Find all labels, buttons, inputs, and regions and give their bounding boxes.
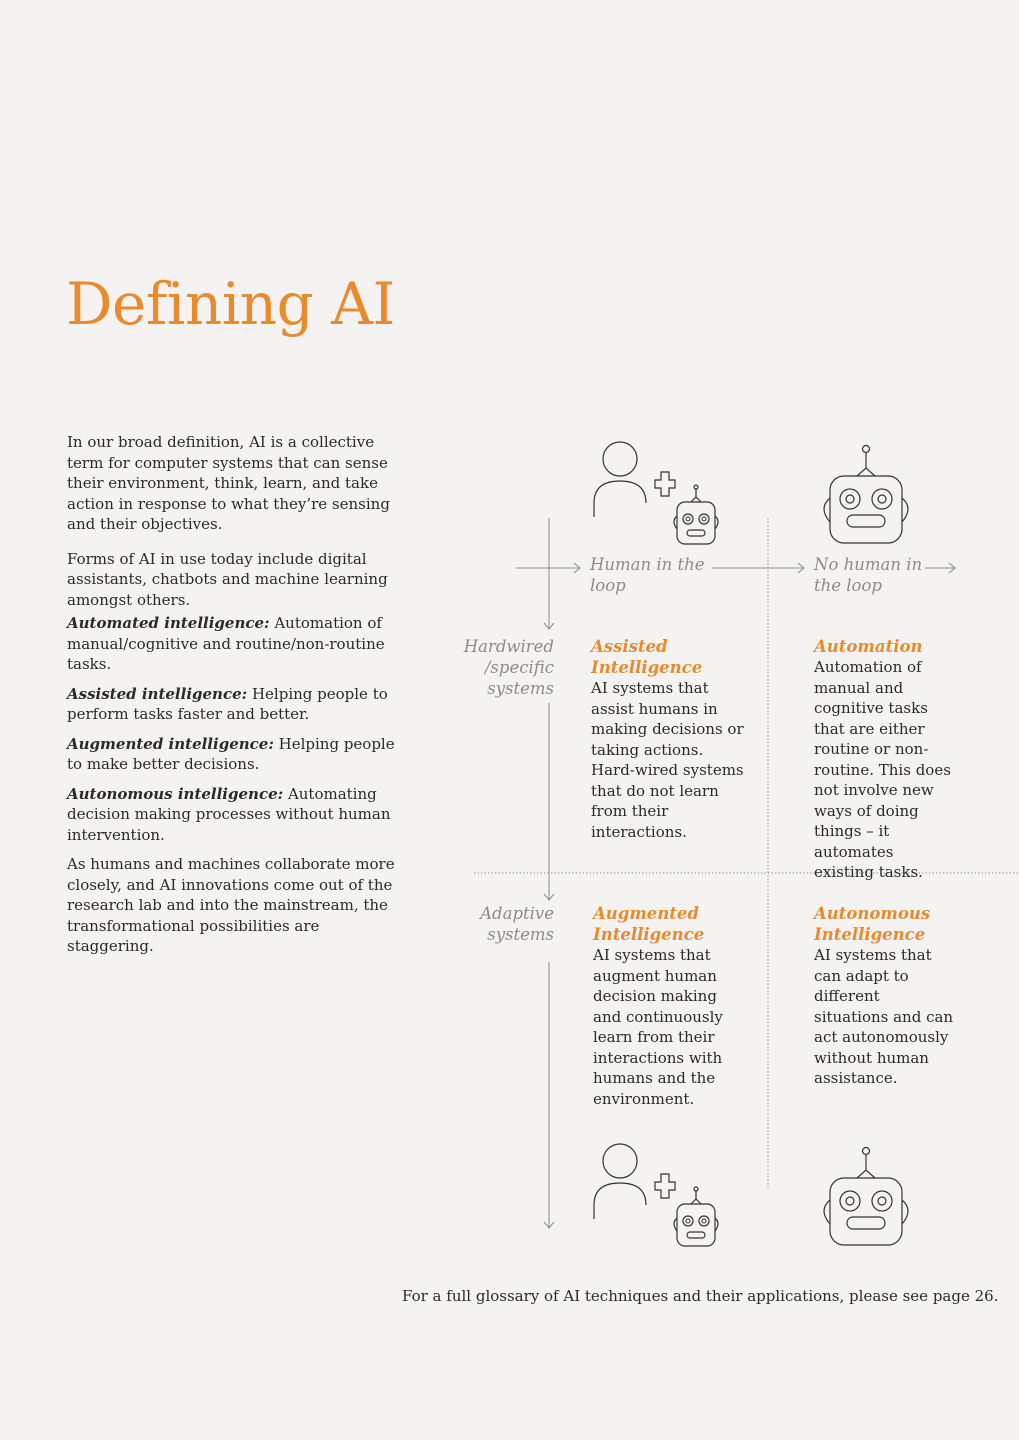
definition-text: Automating decision making processes without human intervention.	[67, 784, 391, 844]
human-plus-robot-icon	[594, 442, 718, 544]
cell-automation	[814, 636, 954, 883]
cell-heading: Assisted Intelligence	[591, 637, 703, 677]
robot-icon	[824, 1148, 908, 1246]
column-label-line: No human in	[814, 555, 923, 574]
cell-body: AI systems that assist humans in making decisions or taking actions. Hard-wired systems that do not learn from their interactions.	[591, 679, 744, 841]
cell-heading: Automation	[814, 637, 923, 656]
row-label-line: systems	[487, 679, 554, 698]
definition-term: Augmented intelligence:	[67, 734, 274, 753]
cell-body: AI systems that augment human decision making and continuously learn from their interactions with humans and the environment.	[593, 946, 723, 1108]
page-title: Defining AI	[66, 270, 395, 338]
column-label-human-in-loop	[590, 554, 705, 596]
cell-heading: Autonomous Intelligence	[814, 904, 931, 944]
row-label-line: systems	[487, 925, 554, 944]
human-plus-robot-icon	[594, 1144, 718, 1246]
cell-assisted-intelligence	[591, 636, 751, 842]
definition-text: Helping people to make better decisions.	[67, 734, 395, 773]
definition-term: Autonomous intelligence:	[67, 784, 284, 803]
column-label-line: Human in the	[590, 555, 705, 574]
row-label-hardwired	[454, 636, 554, 699]
row-label-line: Adaptive	[480, 904, 554, 923]
column-label-line: loop	[590, 576, 626, 595]
intro-paragraph: In our broad definition, AI is a collective term for computer systems that can sense their environment, think, learn, and take action in response to what they’re sensing and their objectives.	[67, 433, 390, 533]
definition-term: Automated intelligence:	[67, 614, 270, 632]
robot-icon	[824, 446, 908, 544]
definition-text: Helping people to perform tasks faster and better.	[67, 684, 388, 723]
cell-heading: Augmented Intelligence	[593, 904, 705, 944]
column-label-no-human	[814, 554, 922, 596]
cell-autonomous-intelligence	[814, 903, 954, 1089]
column-label-line: the loop	[814, 576, 882, 595]
cell-augmented-intelligence	[593, 903, 723, 1109]
footnote: For a full glossary of AI techniques and their applications, please see page 26.	[402, 1287, 999, 1305]
definition-text: Automation of manual/cognitive and routine/non-routine tasks.	[67, 614, 385, 673]
closing-paragraph: As humans and machines collaborate more closely, and AI innovations come out of the research lab and into the mainstream, the transformational possibilities are staggering.	[67, 855, 395, 955]
row-label-adaptive	[454, 903, 554, 945]
row-label-line: /specific	[484, 658, 554, 677]
cell-body: AI systems that can adapt to different situations and can act autonomously without human assistance.	[814, 946, 954, 1087]
cell-body: Automation of manual and cognitive tasks that are either routine or non-routine. This does not involve new ways of doing things – it automates existing tasks.	[814, 658, 951, 881]
row-label-line: Hardwired	[463, 637, 554, 656]
intro-paragraph: Forms of AI in use today include digital assistants, chatbots and machine learning amongst others.	[67, 549, 388, 609]
definition-term: Assisted intelligence:	[67, 684, 248, 703]
